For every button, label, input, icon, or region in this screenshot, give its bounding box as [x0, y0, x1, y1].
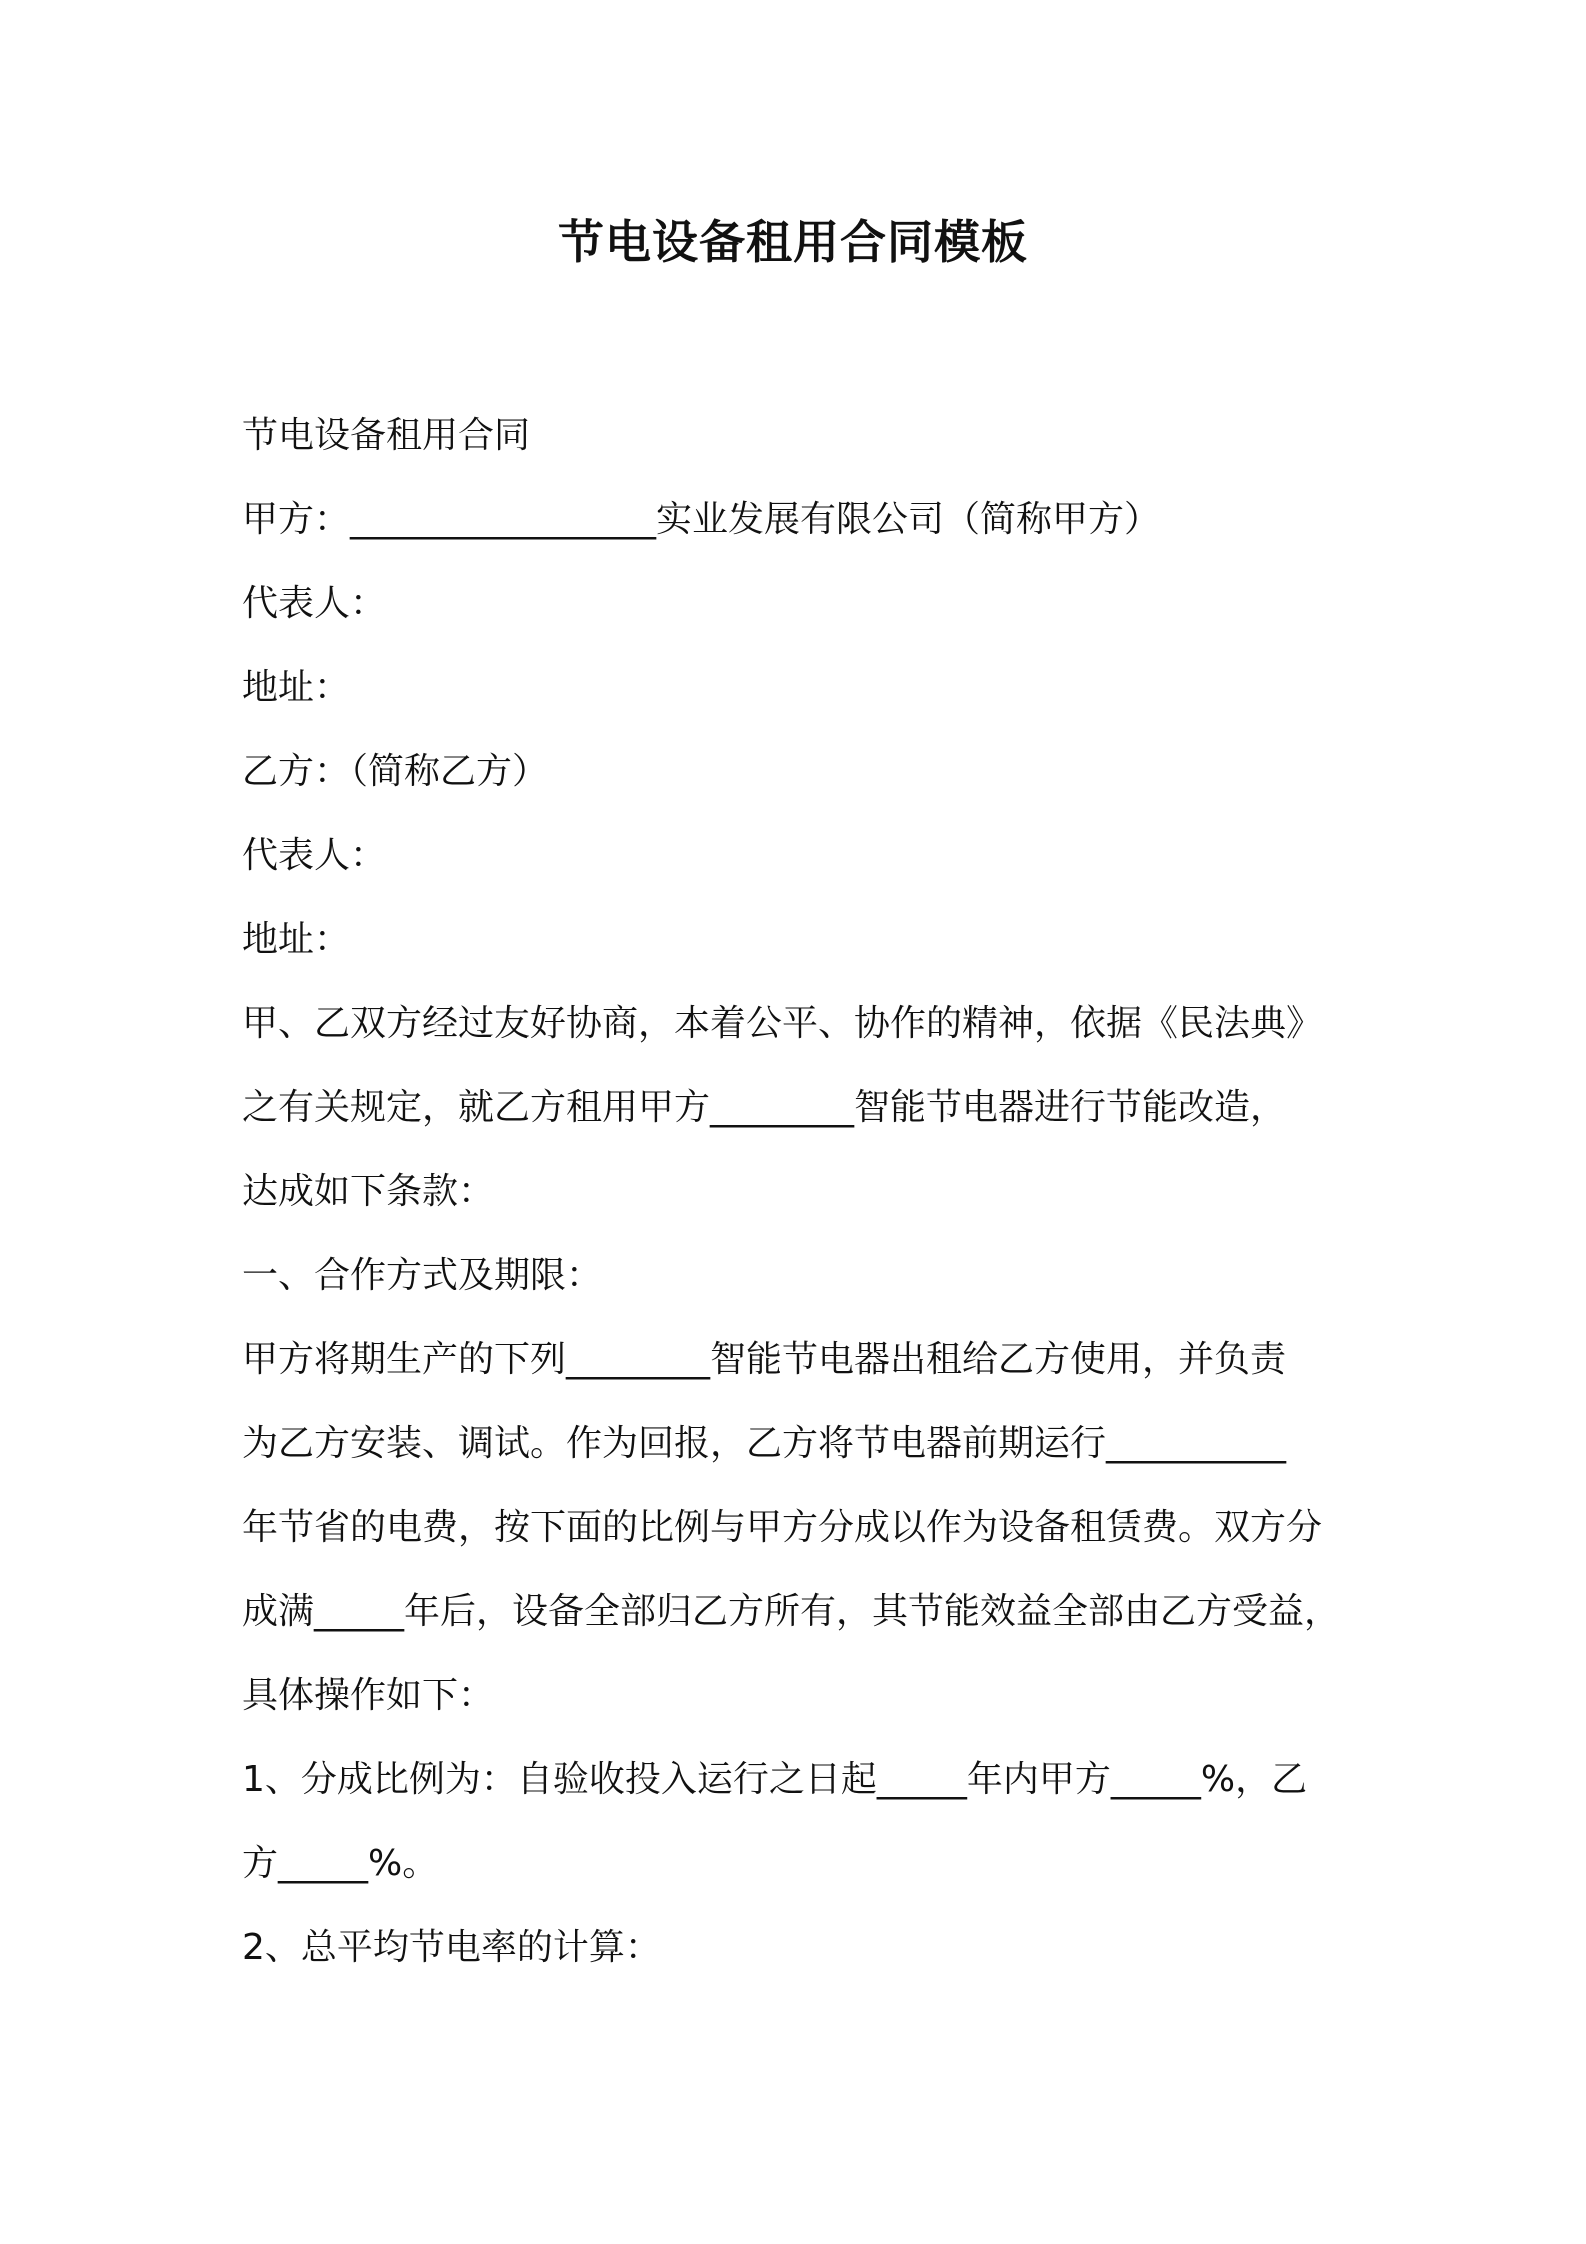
- item-2-line: 2、总平均节电率的计算：: [242, 1927, 661, 1968]
- contract-subtitle: 节电设备租用合同: [242, 415, 531, 456]
- preamble-line-2: 之有关规定，就乙方租用甲方________智能节电器进行节能改造，: [242, 1087, 1287, 1128]
- party-a-representative: 代表人：: [242, 583, 387, 624]
- clause-line-1: 甲方将期生产的下列________智能节电器出租给乙方使用，并负责: [242, 1339, 1287, 1380]
- preamble-line-1: 甲、乙双方经过友好协商，本着公平、协作的精神，依据《民法典》: [242, 1003, 1323, 1044]
- clause-line-2: 为乙方安装、调试。作为回报，乙方将节电器前期运行__________: [242, 1423, 1287, 1464]
- party-b-representative: 代表人：: [242, 835, 387, 876]
- party-b-line: 乙方：（简称乙方）: [242, 751, 549, 792]
- party-a-address: 地址：: [242, 667, 351, 708]
- section-heading-1: 一、合作方式及期限：: [242, 1255, 603, 1296]
- party-a-line: 甲方：_________________实业发展有限公司（简称甲方）: [242, 499, 1161, 540]
- item-1-line-1: 1、分成比例为：自验收投入运行之日起_____年内甲方_____%，乙: [242, 1759, 1308, 1800]
- preamble-line-3: 达成如下条款：: [242, 1171, 495, 1212]
- item-1-line-2: 方_____%。: [242, 1843, 439, 1884]
- clause-line-3: 年节省的电费，按下面的比例与甲方分成以作为设备租赁费。双方分: [242, 1507, 1323, 1548]
- document-title: 节电设备租用合同模板: [558, 215, 1028, 269]
- clause-line-4: 成满_____年后，设备全部归乙方所有，其节能效益全部由乙方受益，: [242, 1591, 1341, 1632]
- party-b-address: 地址：: [242, 919, 351, 960]
- clause-line-5: 具体操作如下：: [242, 1675, 495, 1716]
